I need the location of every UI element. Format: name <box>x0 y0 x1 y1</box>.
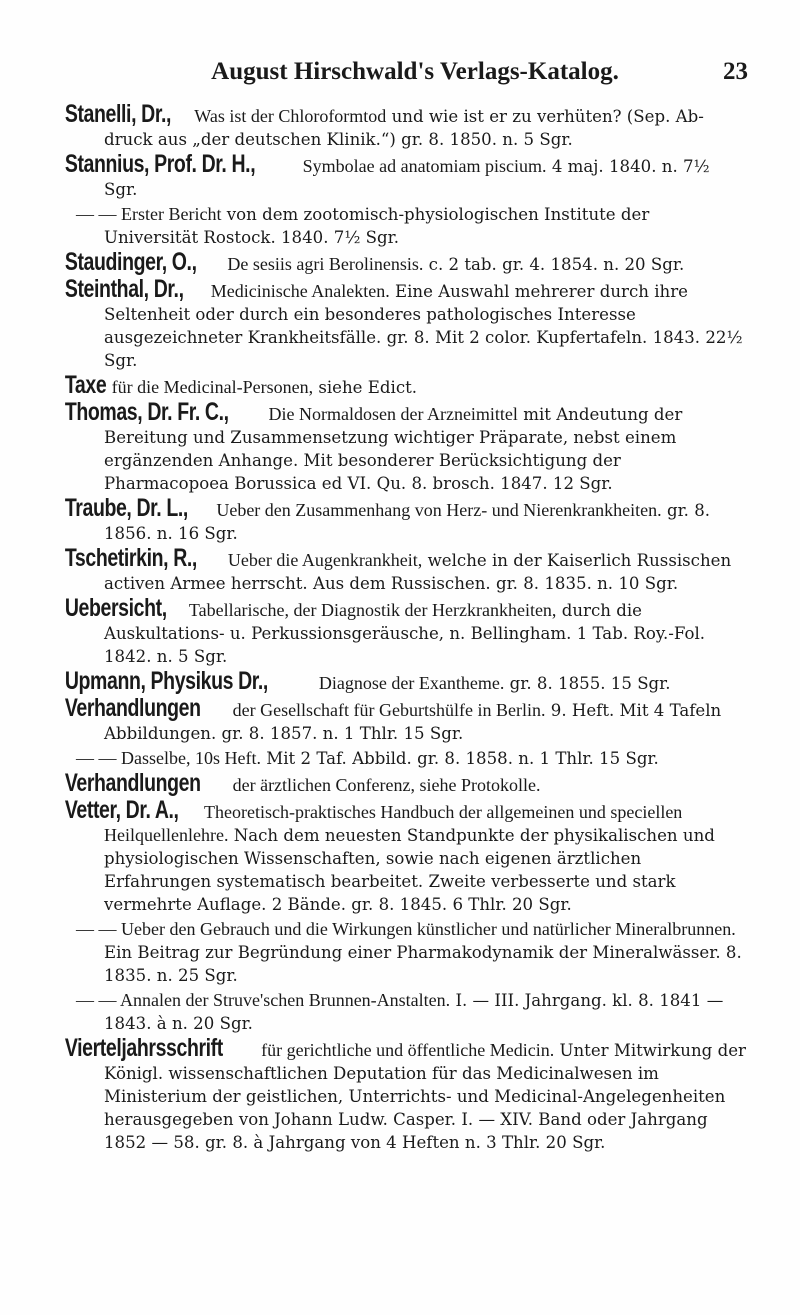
entry-author: Tschetirkin, R., <box>64 544 197 572</box>
entry-title: Diagnose der Exantheme. <box>314 673 505 693</box>
entry-author: Stanelli, Dr., <box>64 100 172 128</box>
page-number: 23 <box>723 58 748 85</box>
catalog-entry <box>64 694 748 745</box>
catalog-entry <box>64 100 748 151</box>
entry-author: Uebersicht, <box>64 594 167 622</box>
entry-details: Nach dem neuesten Standpunkte der physikalischen und physiologischen Wissenschaften, sowie nach eigenen ärztlichen Erfahrungen systematisch bearbeitet. Zweite verbesserte und stark vermehrte Auflage. 2 Bände. gr. 8. 1845. 6 Thlr. 20 Sgr. <box>104 826 715 914</box>
entry-details: Ein Beitrag zur Begründung einer Pharmakodynamik der Mineralwässer. 8. 1835. n. 25 Sgr. <box>104 943 742 985</box>
entry-author: Staudinger, O., <box>64 248 197 276</box>
entry-title: für die Medicinal-Personen, <box>107 377 314 397</box>
catalog-entry <box>64 667 748 695</box>
entry-details: 9. Heft. Mit 4 Tafeln Abbildungen. gr. 8. 1857. n. 1 Thlr. 15 Sgr. <box>104 701 722 743</box>
catalog-entry <box>64 1034 748 1154</box>
entry-details: Unter Mitwirkung der Königl. wissenschaftlichen Deputation für das Medicinalwesen im Ministerium der geistlichen, Unterrichts- und Medicinal-Angelegenheiten herausgegeben von Johann Ludw. Casper. I. — XIV. Band oder Jahrgang 1852 — 58. gr. 8. à Jahrgang von 4 Heften n. 3 Thlr. 20 Sgr. <box>104 1041 746 1152</box>
entry-author: Upmann, Physikus Dr., <box>64 667 268 695</box>
entry-title: für gerichtliche und öffentliche Medicin. <box>256 1040 555 1060</box>
entry-author: Traube, Dr. L., <box>64 494 188 522</box>
entry-title: Theoretisch-praktisches Handbuch der allgemeinen und speciellen Heilquellenlehre. <box>104 802 683 845</box>
catalog-entry <box>64 796 748 916</box>
entry-title: der Gesellschaft für Geburtshülfe in Berlin. <box>228 700 546 720</box>
running-title: August Hirschwald's Verlags-Katalog. <box>211 58 619 85</box>
entry-author: Verhandlungen <box>64 769 201 797</box>
entry-details: gr. 8. 1856. n. 16 Sgr. <box>104 501 711 543</box>
entry-details: 4 maj. 1840. n. 7½ Sgr. <box>104 157 710 199</box>
entry-title: Ueber den Zusammenhang von Herz- und Nierenkrankheiten. <box>211 500 662 520</box>
catalog-entries <box>64 100 748 1156</box>
entry-title: Symbolae ad anatomiam piscium. <box>298 156 547 176</box>
catalog-entry <box>64 398 748 495</box>
catalog-entry <box>64 544 748 595</box>
entry-author: Vetter, Dr. A., <box>64 796 179 824</box>
entry-title: — — Dasselbe, 10s Heft. <box>76 748 261 768</box>
entry-title: — — Annalen der Struve'schen Brunnen-Anstalten. <box>76 990 451 1010</box>
entry-details: I. — III. Jahrgang. kl. 8. 1841 — 1843. à n. 20 Sgr. <box>104 991 724 1033</box>
entry-details: Eine Auswahl mehrerer durch ihre Seltenheit oder durch ein besonderes pathologisches Interesse ausgezeichneter Krankheitsfälle. gr. 8. Mit 2 color. Kupfertafeln. 1843. 22½ Sgr. <box>104 282 743 370</box>
entry-title: Medicinische Analekten. <box>206 281 390 301</box>
entry-details: welche in der Kaiserlich Russischen activen Armee herrscht. Aus dem Russischen. gr. 8. 1835. n. 10 Sgr. <box>104 551 732 593</box>
catalog-entry <box>76 918 748 987</box>
entry-author: Steinthal, Dr., <box>64 275 184 303</box>
entry-title: Tabellarische, der Diagnostik der Herzkrankheiten, <box>184 600 557 620</box>
catalog-entry <box>64 275 748 372</box>
entry-title: Die Normaldosen der Arzneimittel <box>264 404 518 424</box>
entry-title: Was ist der Chloroformtod <box>190 106 387 126</box>
entry-details: mit Andeutung der Bereitung und Zusammensetzung wichtiger Präparate, nebst einem ergänzenden Anhange. Mit besonderer Berücksichtigung der Pharmacopoea Borussica ed VI. Qu. 8. brosch. 1847. 12 Sgr. <box>104 405 683 493</box>
entry-title: — — Ueber den Gebrauch und die Wirkungen künstlicher und natürlicher Mineralbrunnen. <box>76 919 736 939</box>
page-header <box>82 58 748 86</box>
entry-title: — — Erster Bericht <box>76 204 222 224</box>
catalog-entry <box>64 769 748 797</box>
entry-title: De sesiis agri Berolinensis. <box>222 254 424 274</box>
catalog-entry <box>76 989 748 1035</box>
entry-details: und wie ist er zu verhüten? (Sep. Ab-druck aus „der deutschen Klinik.“) gr. 8. 1850. n. 5 Sgr. <box>104 107 704 149</box>
entry-details: siehe Edict. <box>313 378 418 397</box>
entry-details: Mit 2 Taf. Abbild. gr. 8. 1858. n. 1 Thlr. 15 Sgr. <box>260 749 659 768</box>
entry-author: Stannius, Prof. Dr. H., <box>64 150 256 178</box>
entry-author: Thomas, Dr. Fr. C., <box>64 398 229 426</box>
catalog-entry <box>64 371 748 399</box>
catalog-entry <box>64 494 748 545</box>
entry-title: der ärztlichen Conferenz, siehe Protokolle. <box>228 775 541 795</box>
catalog-entry <box>64 150 748 201</box>
catalog-entry <box>76 747 748 770</box>
entry-details: von dem zootomisch-physiologischen Institute der Universität Rostock. 1840. 7½ Sgr. <box>104 205 650 247</box>
entry-details: gr. 8. 1855. 15 Sgr. <box>504 674 671 693</box>
entry-author: Vierteljahrsschrift <box>64 1034 223 1062</box>
catalog-entry <box>64 248 748 276</box>
entry-title: Ueber die Augenkrankheit, <box>223 550 423 570</box>
catalog-entry <box>64 594 748 668</box>
entry-details: durch die Auskultations- u. Perkussionsgeräusche, n. Bellingham. 1 Tab. Roy.-Fol. 1842. n. 5 Sgr. <box>104 601 706 666</box>
entry-details: c. 2 tab. gr. 4. 1854. n. 20 Sgr. <box>423 255 685 274</box>
entry-author: Taxe <box>64 371 107 399</box>
catalog-entry <box>76 203 748 249</box>
entry-author: Verhandlungen <box>64 694 201 722</box>
